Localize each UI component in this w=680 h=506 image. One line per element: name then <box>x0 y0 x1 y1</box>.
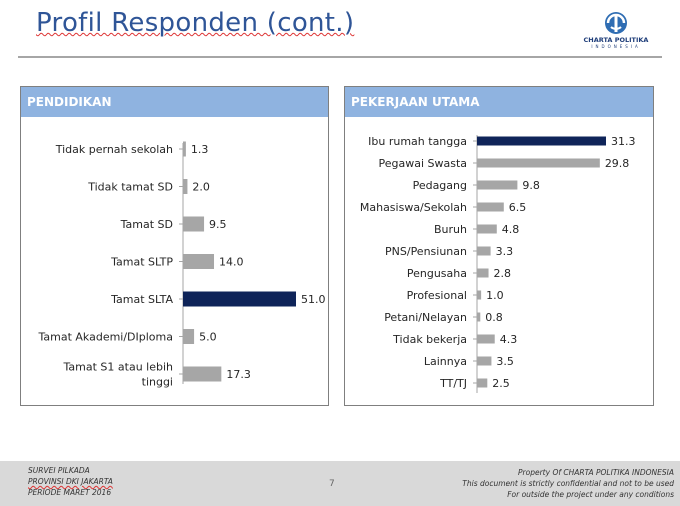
category-label: Tidak tamat SD <box>88 180 173 194</box>
footer-right <box>462 467 674 500</box>
category-label: Mahasiswa/Sekolah <box>359 201 467 214</box>
data-label: 9.5 <box>209 218 227 231</box>
category-label: PNS/Pensiunan <box>385 245 467 258</box>
data-label: 29.8 <box>604 157 630 170</box>
category-label: Pegawai Swasta <box>378 157 467 170</box>
data-label: 1.3 <box>190 143 209 156</box>
bar <box>477 269 489 278</box>
bar <box>477 159 600 168</box>
category-label: tinggi <box>141 375 173 389</box>
category-label: Pedagang <box>412 179 467 192</box>
data-label: 17.3 <box>226 368 251 381</box>
bar <box>183 367 221 382</box>
page-title: Profil Responden (cont.) <box>36 8 355 38</box>
data-label: 2.8 <box>493 267 512 280</box>
category-label: Tidak bekerja <box>393 333 467 346</box>
bar <box>477 291 481 300</box>
charta-politika-logo <box>570 10 662 50</box>
data-label: 2.5 <box>492 377 510 390</box>
pekerjaan-chart <box>345 87 653 405</box>
data-label: 0.8 <box>485 311 503 324</box>
bar <box>183 142 186 157</box>
data-label: 3.5 <box>496 355 514 368</box>
bar <box>477 357 491 366</box>
footer <box>0 461 680 506</box>
data-label: 2.0 <box>192 180 210 194</box>
footer-right-line: For outside the project under any conditions <box>507 490 674 499</box>
data-label: 31.3 <box>611 135 636 148</box>
pendidikan-chart <box>21 87 328 405</box>
footer-left-line: PERIODE MARET 2016 <box>28 488 112 497</box>
category-label: Lainnya <box>423 355 467 368</box>
category-label: Buruh <box>434 223 467 236</box>
footer-left-line: PROVINSI DKI JAKARTA <box>28 477 113 486</box>
bar <box>477 225 497 234</box>
bar <box>183 329 194 344</box>
bar <box>477 379 487 388</box>
category-label: Tamat S1 atau lebih <box>63 360 173 374</box>
footer-right-line: This document is strictly confidential and not to be used <box>462 479 674 488</box>
bar <box>477 137 606 146</box>
category-label: Tamat SD <box>120 218 173 231</box>
bar <box>183 292 296 307</box>
footer-left-line: SURVEI PILKADA <box>28 466 90 475</box>
category-label: Ibu rumah tangga <box>368 135 467 148</box>
bar <box>477 247 491 256</box>
logo-name: CHARTA POLITIKA <box>583 36 649 44</box>
category-label: TT/TJ <box>440 377 467 390</box>
category-label: Tidak pernah sekolah <box>55 143 173 156</box>
category-label: Tamat Akademi/DIploma <box>38 330 173 344</box>
data-label: 6.5 <box>508 201 527 214</box>
data-label: 51.0 <box>301 293 326 306</box>
footer-left <box>28 465 113 498</box>
data-label: 4.8 <box>501 223 520 236</box>
category-label: Petani/Nelayan <box>384 311 467 324</box>
title-divider <box>18 56 662 58</box>
logo-subtitle: INDONESIA <box>591 44 641 49</box>
panel-title: PENDIDIKAN <box>27 95 112 109</box>
data-label: 3.3 <box>495 245 514 258</box>
panel-pekerjaan <box>344 86 654 406</box>
category-label: Profesional <box>406 289 467 302</box>
bar <box>477 335 495 344</box>
bar <box>477 203 504 212</box>
page-number: 7 <box>329 479 335 489</box>
bar <box>183 254 214 269</box>
bar <box>183 217 204 232</box>
category-label: Tamat SLTA <box>111 293 173 306</box>
category-label: Tamat SLTP <box>111 255 173 269</box>
bar <box>477 181 517 190</box>
category-label: Pengusaha <box>406 267 467 280</box>
footer-right-line: Property Of CHARTA POLITIKA INDONESIA <box>518 468 674 477</box>
data-label: 1.0 <box>486 289 504 302</box>
data-label: 14.0 <box>219 255 244 269</box>
bar <box>477 313 480 322</box>
globe-icon <box>570 10 662 36</box>
data-label: 9.8 <box>522 179 540 192</box>
panel-title: PEKERJAAN UTAMA <box>351 95 480 109</box>
panel-pendidikan <box>20 86 329 406</box>
data-label: 5.0 <box>199 330 217 344</box>
bar <box>183 179 187 194</box>
data-label: 4.3 <box>499 333 518 346</box>
